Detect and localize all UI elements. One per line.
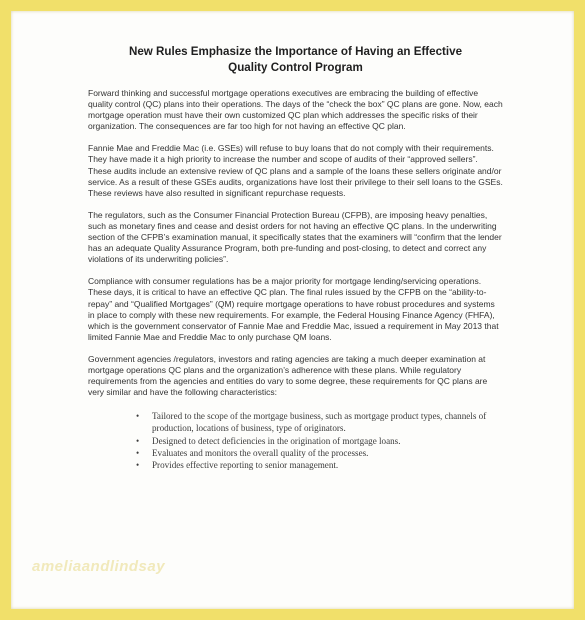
- document-title: [88, 44, 503, 76]
- list-item: [136, 459, 503, 471]
- list-item: [136, 410, 503, 434]
- bullet-icon: •: [136, 435, 140, 446]
- bullet-icon: •: [136, 460, 140, 471]
- paragraph-2: Fannie Mae and Freddie Mac (i.e. GSEs) will refuse to buy loans that do not comply with their requirements. They have made it a high priority to increase the number and scope of audits of their “approved sellers”. These audits include an extensive review of QC plans and a sample of the loans these sellers originate and/or service. As a result of these GSEs audits, organizations have lost their privilege to their sell loans to the GSEs. These reviews have also resulted in significant repurchase requests.: [88, 143, 503, 198]
- list-item: [136, 435, 503, 447]
- paragraph-4: Compliance with consumer regulations has be a major priority for mortgage lending/servicing operations. These days, it is critical to have an effective QC plan. The final rules issued by the CFPB on the “ability-to-repay” and “Qualified Mortgages” (QM) require mortgage operations to have robust procedures and systems in place to comply with these new requirements. For example, the Federal Housing Finance Agency (FHFA), which is the government conservator of Fannie Mae and Freddie Mac, issued a requirement in May 2013 that limited Fannie Mae and Freddie Mac to only purchase QM loans.: [88, 276, 499, 342]
- list-item-text: Designed to detect deficiencies in the origination of mortgage loans.: [152, 435, 401, 446]
- title-line-1: New Rules Emphasize the Importance of Having an Effective: [128, 45, 463, 58]
- list-item-text: Provides effective reporting to senior management.: [152, 460, 339, 471]
- list-item-text: Evaluates and monitors the overall quality of the processes.: [152, 447, 369, 458]
- list-item-text: Tailored to the scope of the mortgage business, such as mortgage product types, channels of production, locations of business, type of originators.: [152, 411, 487, 434]
- bullet-icon: •: [136, 447, 140, 458]
- document-page: [88, 44, 503, 471]
- title-line-2: Quality Control Program: [228, 61, 363, 74]
- paragraph-3: The regulators, such as the Consumer Financial Protection Bureau (CFPB), are imposing heavy penalties, such as monetary fines and cease and desist orders for not having an effective QC plans. In the underwriting section of the CFPB’s examination manual, it specifically states that the examiners will “confirm that the lender has an adequate Quality Assurance Program, both pre-funding and post-closing, to detect and correct any violations of its underwriting policies”.: [88, 209, 502, 265]
- bullet-icon: •: [136, 411, 140, 422]
- paragraph-1: Forward thinking and successful mortgage operations executives are embracing the building of effective quality control (QC) plans into their operations. The days of the “check the box” QC plans are gone. Now, each mortgage operation must have their own customized QC plan which addresses the specific risks of their organization. The consequences are far too high for not having an effective QC plan.: [88, 88, 503, 132]
- paragraph-5: Government agencies /regulators, investors and rating agencies are taking a much deeper examination at mortgage operations QC plans and the organization’s adherence with these plans. While regulatory requirements from the agencies and entities do vary to some degree, these requirements for QC plans are very similar and have the following characteristics:: [88, 353, 488, 398]
- watermark: ameliaandlindsay: [32, 558, 166, 575]
- list-item: [136, 447, 503, 459]
- characteristics-list: [88, 410, 503, 471]
